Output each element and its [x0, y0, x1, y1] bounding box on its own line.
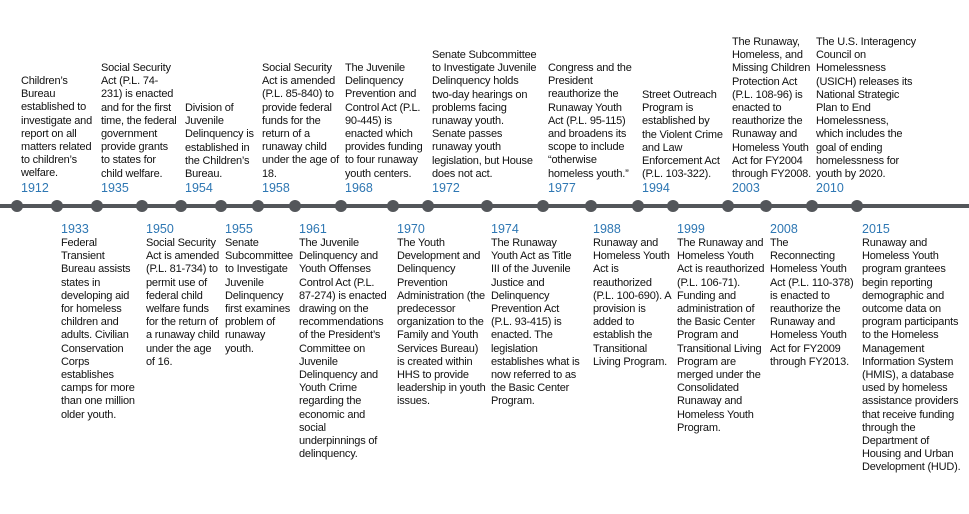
event-year: 1912	[21, 180, 49, 195]
timeline-dot	[51, 200, 63, 212]
timeline-dot	[175, 200, 187, 212]
event-1955	[225, 222, 293, 356]
timeline-dot	[11, 200, 23, 212]
event-1935	[101, 62, 179, 196]
event-1977	[548, 62, 634, 196]
event-description: The Youth Development and Delinquency Prevention Administration (the predecessor organization to the Family and Youth Services Bureau) is created within HHS to provide leadership in youth issues.	[397, 237, 486, 408]
event-1933	[61, 222, 141, 422]
event-2015	[862, 222, 966, 475]
event-description: The Reconnecting Homeless Youth Act (P.L. 110-378) is enacted to reauthorize the Runaway and Homeless Youth Act for FY2009 through FY2013.	[770, 237, 854, 368]
timeline-dot	[722, 200, 734, 212]
event-1999	[677, 222, 765, 435]
event-1954	[185, 102, 257, 196]
event-1972	[432, 49, 538, 196]
event-year: 1994	[642, 181, 670, 196]
event-year: 1961	[299, 222, 327, 236]
event-description: The Juvenile Delinquency and Youth Offenses Control Act (P.L. 87-274) is enacted drawing on the recommendations of the President’s Committee on Juvenile Delinquency and Youth Crime regarding the economic and social underpinnings of delinquency.	[299, 237, 387, 461]
event-year: 1972	[432, 181, 460, 196]
timeline-dot	[760, 200, 772, 212]
timeline-dot	[136, 200, 148, 212]
timeline-dot	[335, 200, 347, 212]
event-year: 1988	[593, 222, 621, 236]
timeline-dot	[289, 200, 301, 212]
event-year: 1974	[491, 222, 519, 236]
event-description: Social Security Act is amended (P.L. 85-840) to provide federal funds for the return of a runaway child under the age of 18.	[262, 62, 339, 180]
event-description: The Juvenile Delinquency Prevention and Control Act (P.L. 90-445) is enacted which provides funding to four runaway youth centers.	[345, 62, 423, 180]
event-description: Senate Subcommittee to Investigate Juvenile Delinquency first examines problem of runaway youth.	[225, 237, 293, 355]
event-year: 1955	[225, 222, 253, 236]
event-1912	[21, 75, 99, 196]
event-year: 1968	[345, 180, 373, 195]
event-year: 2010	[816, 181, 844, 196]
timeline-dot	[851, 200, 863, 212]
timeline-dot	[252, 200, 264, 212]
event-description: The Runaway and Homeless Youth Act is reauthorized (P.L. 106-71). Funding and administration of the Basic Center Program and Transitional Living Program are merged under the Consolidated Runaway and Homeless Youth Program.	[677, 237, 765, 434]
event-year: 1935	[101, 180, 129, 195]
event-year: 1970	[397, 222, 425, 236]
event-1970	[397, 222, 487, 409]
event-description: The Runaway Youth Act as Title III of the Juvenile Justice and Delinquency Prevention Act (P.L. 93-415) is enacted. The legislation establishes what is now referred to as the Basic Center Program.	[491, 237, 580, 408]
timeline-dot	[585, 200, 597, 212]
timeline-dot	[806, 200, 818, 212]
event-description: Children’s Bureau established to investigate and report on all matters related to children’s welfare.	[21, 75, 92, 180]
timeline-dot	[667, 200, 679, 212]
event-1974	[491, 222, 581, 409]
event-1958	[262, 62, 340, 196]
event-year: 1958	[262, 180, 290, 195]
event-1968	[345, 62, 425, 196]
event-description: The U.S. Interagency Council on Homelessness (USICH) releases its National Strategic Plan to End Homelessness, which includes the goal of ending homelessness for youth by 2020.	[816, 36, 916, 181]
timeline-dot	[422, 200, 434, 212]
event-description: Runaway and Homeless Youth Act is reauthorized (P.L. 100-690). A provision is added to establish the Transitional Living Program.	[593, 237, 671, 368]
timeline-dot	[632, 200, 644, 212]
event-1961	[299, 222, 391, 461]
event-description: Federal Transient Bureau assists states in developing aid for homeless children and adults. Civilian Conservation Corps establishes camps for more than one million older youth.	[61, 237, 135, 421]
timeline-dot	[387, 200, 399, 212]
timeline-dot	[91, 200, 103, 212]
event-description: The Runaway, Homeless, and Missing Children Protection Act (P.L. 108-96) is enacted to reauthorize the Runaway and Homeless Youth Act for FY2004 through FY2008.	[732, 36, 811, 181]
event-year: 1954	[185, 181, 213, 196]
event-year: 2003	[732, 181, 760, 196]
event-description: Congress and the President reauthorize the Runaway Youth Act (P.L. 95-115) and broadens its scope to include “otherwise homeless youth.”	[548, 62, 632, 180]
event-2010	[816, 36, 916, 196]
event-description: Street Outreach Program is established by the Violent Crime and Law Enforcement Act (P.L. 103-322).	[642, 89, 723, 181]
event-description: Social Security Act (P.L. 74-231) is enacted and for the first time, the federal government provide grants to states for child welfare.	[101, 62, 177, 180]
event-1994	[642, 89, 724, 196]
event-year: 1999	[677, 222, 705, 236]
timeline-dot	[537, 200, 549, 212]
event-2008	[770, 222, 856, 369]
event-description: Division of Juvenile Delinquency is established in the Children’s Bureau.	[185, 102, 254, 181]
event-year: 1933	[61, 222, 89, 236]
event-2003	[732, 36, 814, 196]
event-year: 1977	[548, 180, 576, 195]
event-year: 2015	[862, 222, 890, 236]
event-1988	[593, 222, 671, 369]
event-year: 1950	[146, 222, 174, 236]
event-year: 2008	[770, 222, 798, 236]
timeline-dot	[481, 200, 493, 212]
event-description: Runaway and Homeless Youth program grantees begin reporting demographic and outcome data on program participants to the Homeless Management Information System (HMIS), a database used by homeless assistance providers that receive funding through the Department of Housing and Urban Development (HUD).	[862, 237, 961, 474]
event-description: Social Security Act is amended (P.L. 81-734) to permit use of federal child welfare funds for the return of a runaway child under the age of 16.	[146, 237, 220, 368]
timeline-dot	[215, 200, 227, 212]
event-description: Senate Subcommittee to Investigate Juvenile Delinquency holds two-day hearings on problems facing runaway youth. Senate passes runaway youth legislation, but House does not act.	[432, 49, 537, 180]
event-1950	[146, 222, 220, 369]
